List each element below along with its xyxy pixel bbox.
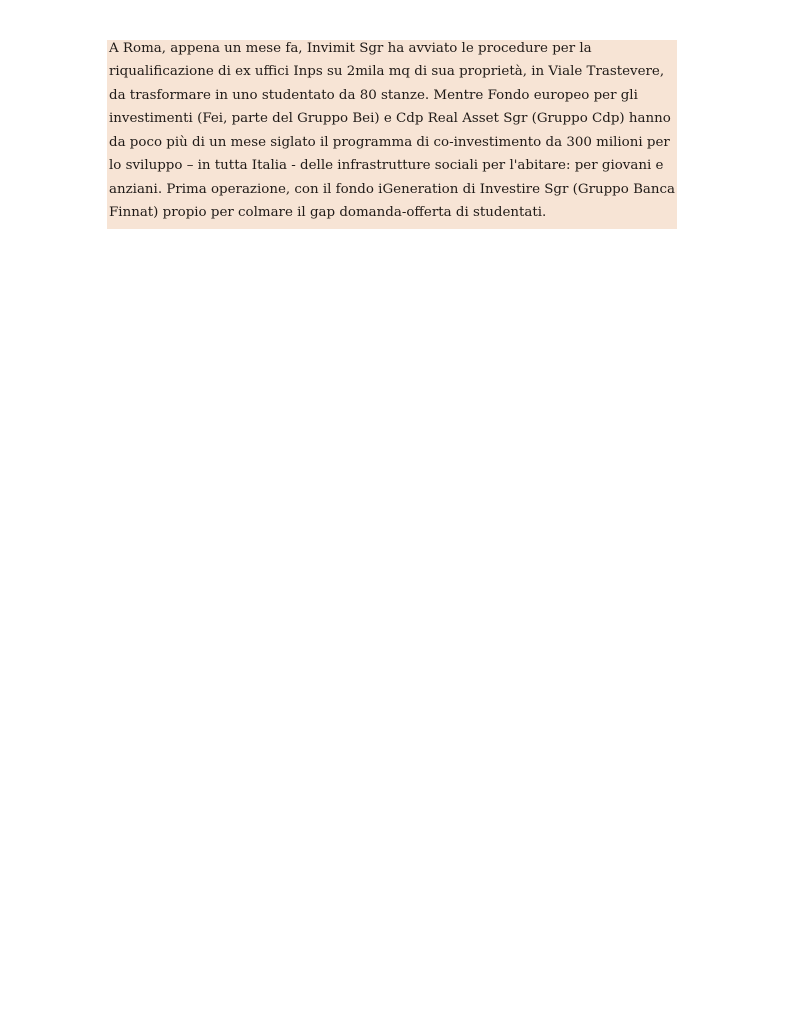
paragraph-line-7: anziani. Prima operazione, con il fondo iGeneration di Investire Sgr (Gruppo Banca [109, 182, 675, 197]
paragraph-line-2: riqualificazione di ex uffici Inps su 2mila mq di sua proprietà, in Viale Trastevere, [109, 64, 665, 79]
paragraph-line-5: da poco più di un mese siglato il programma di co-investimento da 300 milioni per [109, 135, 670, 150]
paragraph-line-1: A Roma, appena un mese fa, Invimit Sgr ha avviato le procedure per la [109, 41, 592, 56]
paragraph-line-4: investimenti (Fei, parte del Gruppo Bei) e Cdp Real Asset Sgr (Gruppo Cdp) hanno [109, 111, 671, 126]
paragraph-line-8: Finnat) propio per colmare il gap domanda-offerta di studentati. [109, 205, 547, 220]
paragraph-line-6: lo sviluppo – in tutta Italia - delle infrastrutture sociali per l'abitare: per giovani e [109, 158, 664, 173]
paragraph-line-3: da trasformare in uno studentato da 80 stanze. Mentre Fondo europeo per gli [109, 88, 638, 103]
